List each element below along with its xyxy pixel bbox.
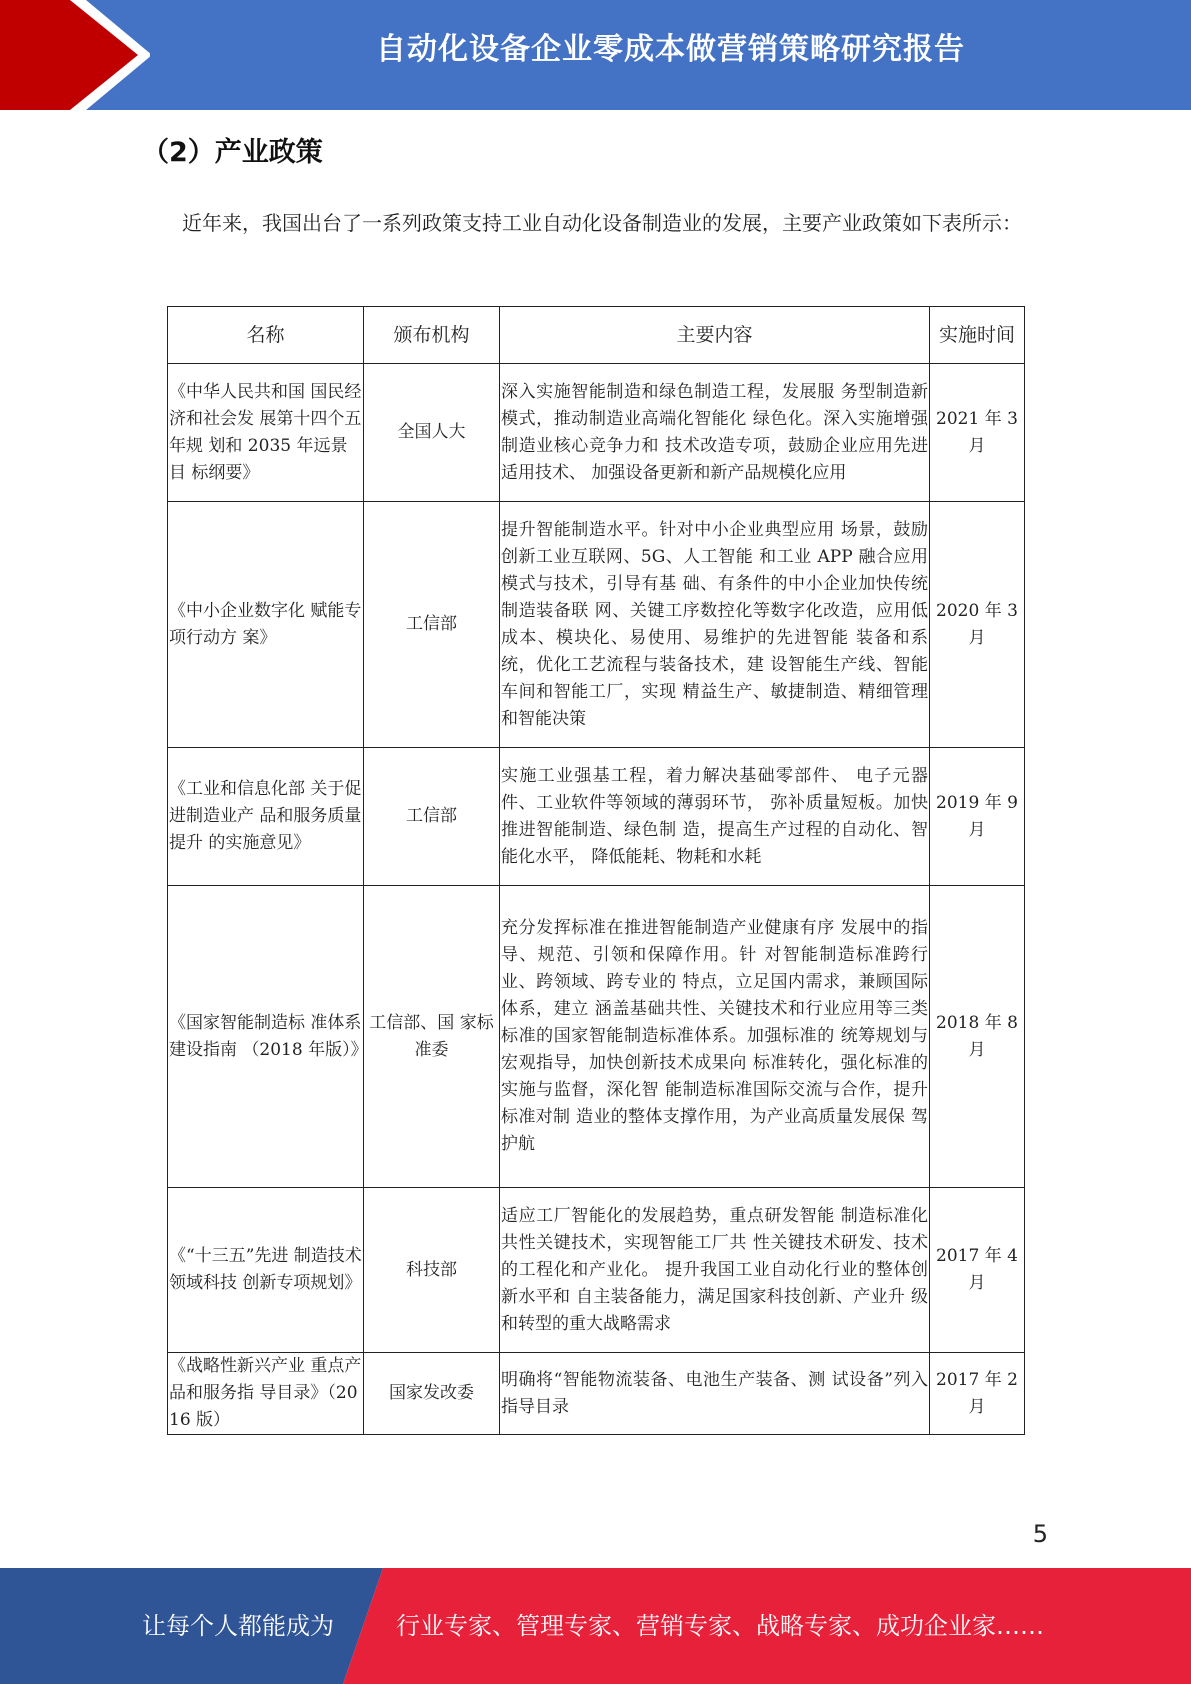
table-row (168, 1188, 1025, 1353)
policy-content: 明确将“智能物流装备、电池生产装备、测 试设备”列入指导目录 (500, 1353, 930, 1435)
policy-content: 深入实施智能制造和绿色制造工程，发展服 务型制造新模式，推动制造业高端化智能化 绿色化。深入实施增强制造业核心竞争力和 技术改造专项，鼓励企业应用先进适用技术、 加强设备更新和新产品规模化应用 (500, 364, 930, 502)
policy-name: 《工业和信息化部 关于促进制造业产 品和服务质量提升 的实施意见》 (168, 748, 364, 886)
policy-org: 科技部 (364, 1188, 500, 1353)
policy-date: 2019 年 9 月 (930, 748, 1025, 886)
policy-name: 《战略性新兴产业 重点产品和服务指 导目录》（2016 版） (168, 1353, 364, 1435)
table-row (168, 748, 1025, 886)
policy-org: 工信部、国 家标准委 (364, 886, 500, 1188)
footer-banner (0, 1568, 1191, 1684)
section-title: （2）产业政策 (142, 137, 323, 168)
policy-date: 2018 年 8 月 (930, 886, 1025, 1188)
policy-name: 《中华人民共和国 国民经济和社会发 展第十四个五年规 划和 2035 年远景目 标纲要》 (168, 364, 364, 502)
table-row (168, 502, 1025, 748)
footer-slogan-right: 行业专家、管理专家、营销专家、战略专家、成功企业家…… (396, 1612, 1044, 1640)
policy-date: 2017 年 2 月 (930, 1353, 1025, 1435)
policy-org: 全国人大 (364, 364, 500, 502)
policy-org: 工信部 (364, 748, 500, 886)
footer-slogan-left: 让每个人都能成为 (142, 1612, 334, 1640)
chevron-arrow-icon (0, 0, 150, 110)
table-header-row (168, 307, 1025, 364)
intro-paragraph: 近年来，我国出台了一系列政策支持工业自动化设备制造业的发展，主要产业政策如下表所示： (182, 211, 1022, 235)
policy-table (167, 306, 1025, 1435)
policy-content: 提升智能制造水平。针对中小企业典型应用 场景，鼓励创新工业互联网、5G、人工智能 和工业 APP 融合应用模式与技术，引导有基 础、有条件的中小企业加快传统制造装备联 网、关键工序数控化等数字化改造，应用低 成本、模块化、易使用、易维护的先进智能 装备和系统，优化工艺流程与装备技术，建 设智能生产线、智能车间和智能工厂，实现 精益生产、敏捷制造、精细管理和智能决策 (500, 502, 930, 748)
header-date: 实施时间 (930, 307, 1025, 364)
header-banner (0, 0, 1191, 110)
policy-org: 国家发改委 (364, 1353, 500, 1435)
table-row (168, 364, 1025, 502)
report-title: 自动化设备企业零成本做营销策略研究报告 (376, 32, 965, 67)
policy-content: 实施工业强基工程，着力解决基础零部件、 电子元器件、工业软件等领域的薄弱环节， 弥补质量短板。加快推进智能制造、绿色制 造，提高生产过程的自动化、智能化水平， 降低能耗、物耗和水耗 (500, 748, 930, 886)
header-org: 颁布机构 (364, 307, 500, 364)
policy-name: 《国家智能制造标 准体系建设指南 （2018 年版）》 (168, 886, 364, 1188)
header-content: 主要内容 (500, 307, 930, 364)
header-name: 名称 (168, 307, 364, 364)
policy-date: 2017 年 4 月 (930, 1188, 1025, 1353)
policy-date: 2020 年 3 月 (930, 502, 1025, 748)
policy-org: 工信部 (364, 502, 500, 748)
policy-date: 2021 年 3 月 (930, 364, 1025, 502)
policy-content: 充分发挥标准在推进智能制造产业健康有序 发展中的指导、规范、引领和保障作用。针 对智能制造标准跨行业、跨领域、跨专业的 特点，立足国内需求，兼顾国际体系，建立 涵盖基础共性、关键技术和行业应用等三类 标准的国家智能制造标准体系。加强标准的 统筹规划与宏观指导，加快创新技术成果向 标准转化，强化标准的实施与监督，深化智 能制造标准国际交流与合作，提升标准对制 造业的整体支撑作用，为产业高质量发展保 驾护航 (500, 886, 930, 1188)
policy-content: 适应工厂智能化的发展趋势，重点研发智能 制造标准化共性关键技术，实现智能工厂共 性关键技术研发、技术的工程化和产业化。 提升我国工业自动化行业的整体创新水平和 自主装备能力，满足国家科技创新、产业升 级和转型的重大战略需求 (500, 1188, 930, 1353)
table-row (168, 886, 1025, 1188)
policy-name: 《中小企业数字化 赋能专项行动方 案》 (168, 502, 364, 748)
table-row (168, 1353, 1025, 1435)
policy-name: 《“十三五”先进 制造技术领域科技 创新专项规划》 (168, 1188, 364, 1353)
page-number: 5 (1032, 1520, 1048, 1548)
